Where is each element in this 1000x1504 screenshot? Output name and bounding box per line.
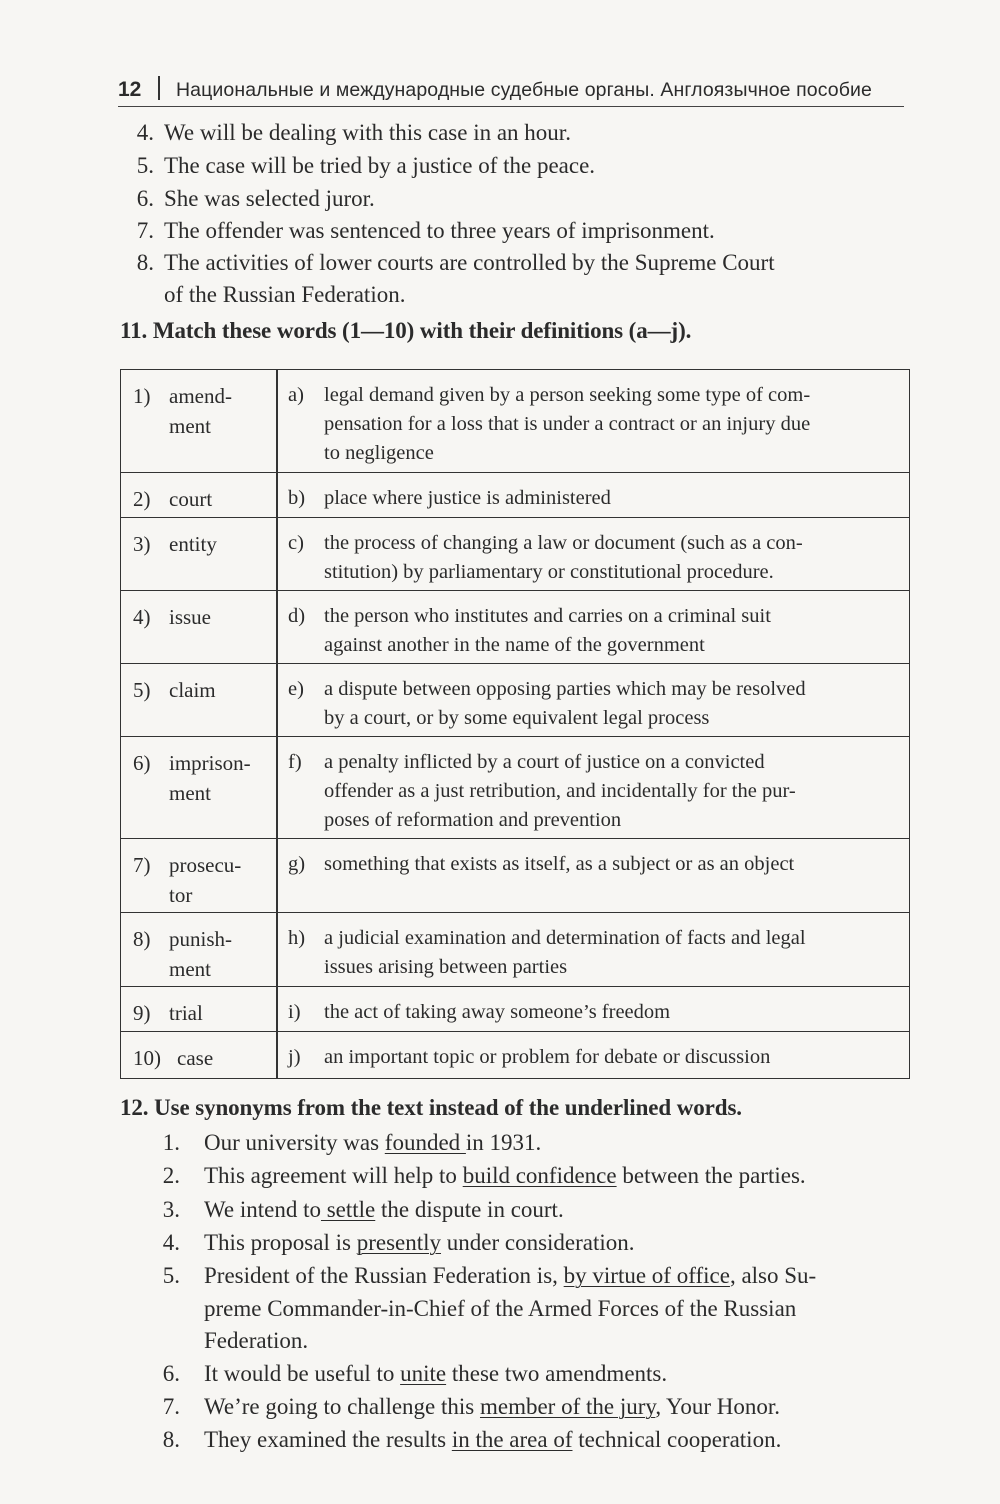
underlined-phrase: in the area of xyxy=(451,1427,573,1452)
list-item-text xyxy=(204,1424,914,1457)
term-word xyxy=(169,381,279,441)
list-item-number: 1. xyxy=(162,1130,180,1155)
definition-line: the person who institutes and carries on a criminal suit xyxy=(324,605,771,627)
definition-letter: h) xyxy=(288,927,306,949)
text-segment: We intend to xyxy=(204,1197,321,1222)
term-number: 5) xyxy=(133,678,151,702)
list-item-text xyxy=(164,247,908,311)
list-item-text xyxy=(164,150,908,182)
definition-line: a judicial examination and determination of facts and legal xyxy=(324,927,806,949)
term-word xyxy=(169,924,279,984)
text-segment: We’re going to challenge this xyxy=(204,1394,480,1419)
term-word xyxy=(169,850,279,910)
definition-text xyxy=(324,748,906,835)
table-row xyxy=(121,912,909,987)
definition-line: something that exists as itself, as a subject or as an object xyxy=(324,853,795,875)
term-word-line: imprison- xyxy=(169,751,251,775)
definition-line: pensation for a loss that is under a contract or an injury due xyxy=(324,413,811,435)
exercise-11-heading: 11. Match these words (1—10) with their definitions (a—j). xyxy=(120,318,692,343)
term-word-line: ment xyxy=(169,414,211,438)
term-word xyxy=(169,602,279,632)
definition-line: a dispute between opposing parties which may be resolved xyxy=(324,678,806,700)
term-number: 10) xyxy=(133,1046,161,1070)
underlined-phrase: member of the jury xyxy=(479,1394,656,1419)
term-number: 7) xyxy=(133,853,151,877)
list-item-number: 7. xyxy=(162,1394,180,1419)
table-row xyxy=(121,472,909,518)
list-item-text xyxy=(204,1160,914,1193)
text-segment: these two amendments. xyxy=(446,1361,668,1386)
term-number: 2) xyxy=(133,487,151,511)
table-row xyxy=(121,517,909,591)
term-word-line: prosecu- xyxy=(169,853,242,877)
text-segment: the dispute in court. xyxy=(375,1197,564,1222)
term-word-line: amend- xyxy=(169,384,232,408)
text-segment: under consideration. xyxy=(441,1230,635,1255)
list-item-text xyxy=(204,1127,914,1160)
definition-text xyxy=(324,998,906,1027)
list-item-line xyxy=(204,1160,914,1193)
text-segment: Federation. xyxy=(204,1328,309,1353)
term-word xyxy=(169,748,279,808)
definition-line: by a court, or by some equivalent legal process xyxy=(324,707,710,729)
table-row xyxy=(121,370,909,472)
text-segment: It would be useful to xyxy=(204,1361,401,1386)
list-item-number: 6. xyxy=(136,186,154,211)
list-item-line xyxy=(204,1293,914,1326)
list-item-line: The offender was sentenced to three years of imprisonment. xyxy=(164,218,715,243)
definition-letter: d) xyxy=(288,605,306,627)
term-number: 4) xyxy=(133,605,151,629)
list-item-line xyxy=(204,1260,914,1293)
definition-text xyxy=(324,850,906,879)
term-word-line: claim xyxy=(169,678,216,702)
definition-line: against another in the name of the government xyxy=(324,634,705,656)
term-number: 3) xyxy=(133,532,151,556)
definition-letter: e) xyxy=(288,678,304,700)
term-word-line: ment xyxy=(169,957,211,981)
term-word xyxy=(169,529,279,559)
list-item-text xyxy=(204,1358,914,1391)
exercise-12-heading: 12. Use synonyms from the text instead of the underlined words. xyxy=(120,1095,742,1120)
definition-letter: c) xyxy=(288,532,304,554)
list-item-number: 8. xyxy=(136,250,154,275)
term-word-line: issue xyxy=(169,605,211,629)
definition-text xyxy=(324,529,906,587)
list-item-number: 4. xyxy=(136,120,154,145)
list-item-text xyxy=(164,183,908,215)
underlined-phrase: founded xyxy=(384,1130,466,1155)
term-word xyxy=(177,1043,287,1073)
underlined-phrase: settle xyxy=(320,1197,376,1222)
text-segment: President of the Russian Federation is, xyxy=(204,1263,564,1288)
term-word xyxy=(169,484,279,514)
list-item-number: 3. xyxy=(162,1197,180,1222)
definition-line: an important topic or problem for debate or discussion xyxy=(324,1046,771,1068)
definition-text xyxy=(324,1043,906,1072)
running-title: Национальные и международные судебные органы. Англоязычное пособие xyxy=(176,79,872,101)
definition-letter: i) xyxy=(288,1001,301,1023)
table-row xyxy=(121,1031,909,1079)
term-number: 1) xyxy=(133,384,151,408)
definition-letter: g) xyxy=(288,853,306,875)
page-number: 12 xyxy=(118,78,142,101)
list-item-text xyxy=(204,1391,914,1424)
text-segment: in 1931. xyxy=(465,1130,542,1155)
list-item-line xyxy=(204,1358,914,1391)
list-item-number: 4. xyxy=(162,1230,180,1255)
list-item-line xyxy=(204,1127,914,1160)
list-item-line xyxy=(204,1325,914,1358)
term-number: 9) xyxy=(133,1001,151,1025)
list-item-line: The activities of lower courts are controlled by the Supreme Court xyxy=(164,250,775,275)
list-item-line xyxy=(204,1424,914,1457)
underlined-phrase: by virtue of office xyxy=(563,1263,730,1288)
list-item-line: of the Russian Federation. xyxy=(164,282,406,307)
list-item-line xyxy=(204,1194,914,1227)
definition-line: stitution) by parliamentary or constitutional procedure. xyxy=(324,561,774,583)
definition-letter: b) xyxy=(288,487,306,509)
text-segment: , Your Honor. xyxy=(655,1394,781,1419)
definition-line: a penalty inflicted by a court of justice on a convicted xyxy=(324,751,765,773)
text-segment: technical cooperation. xyxy=(572,1427,782,1452)
text-segment: Our university was xyxy=(204,1130,385,1155)
list-item-number: 5. xyxy=(136,153,154,178)
term-word xyxy=(169,675,279,705)
definition-text xyxy=(324,924,906,982)
underlined-phrase: presently xyxy=(356,1230,442,1255)
term-word-line: trial xyxy=(169,1001,203,1025)
list-item-number: 6. xyxy=(162,1361,180,1386)
underlined-phrase: build confidence xyxy=(462,1163,617,1188)
list-item-text xyxy=(164,117,908,149)
definition-text xyxy=(324,675,906,733)
definition-line: place where justice is administered xyxy=(324,487,611,509)
term-word-line: case xyxy=(177,1046,214,1070)
term-word-line: punish- xyxy=(169,927,232,951)
text-segment: They examined the results xyxy=(204,1427,452,1452)
page-header xyxy=(118,74,904,107)
table-row xyxy=(121,986,909,1032)
list-item-line xyxy=(204,1227,914,1260)
definition-line: to negligence xyxy=(324,442,434,464)
list-item-number: 2. xyxy=(162,1163,180,1188)
list-item-text xyxy=(164,215,908,247)
table-row xyxy=(121,838,909,913)
term-number: 6) xyxy=(133,751,151,775)
definition-text xyxy=(324,602,906,660)
list-item-line: She was selected juror. xyxy=(164,186,375,211)
table-row xyxy=(121,736,909,839)
list-item-text xyxy=(204,1194,914,1227)
table-row xyxy=(121,663,909,737)
list-item-number: 7. xyxy=(136,218,154,243)
term-number: 8) xyxy=(133,927,151,951)
definition-line: issues arising between parties xyxy=(324,956,568,978)
header-divider xyxy=(158,76,160,100)
term-word xyxy=(169,998,279,1028)
matching-table xyxy=(120,369,910,1079)
definition-text xyxy=(324,381,906,468)
definition-line: legal demand given by a person seeking some type of com- xyxy=(324,384,811,406)
list-item-text xyxy=(204,1260,914,1358)
text-segment: This proposal is xyxy=(204,1230,357,1255)
definition-text xyxy=(324,484,906,513)
definition-line: the process of changing a law or document (such as a con- xyxy=(324,532,803,554)
definition-letter: a) xyxy=(288,384,304,406)
table-row xyxy=(121,590,909,664)
underlined-phrase: unite xyxy=(400,1361,447,1386)
definition-letter: f) xyxy=(288,751,302,773)
list-item-text xyxy=(204,1227,914,1260)
text-segment: between the parties. xyxy=(616,1163,806,1188)
definition-line: offender as a just retribution, and incidentally for the pur- xyxy=(324,780,796,802)
text-segment: This agreement will help to xyxy=(204,1163,463,1188)
list-item-line xyxy=(204,1391,914,1424)
list-item-number: 5. xyxy=(162,1263,180,1288)
definition-letter: j) xyxy=(288,1046,301,1068)
term-word-line: court xyxy=(169,487,213,511)
list-item-number: 8. xyxy=(162,1427,180,1452)
term-word-line: tor xyxy=(169,883,193,907)
list-item-line: We will be dealing with this case in an hour. xyxy=(164,120,571,145)
definition-line: the act of taking away someone’s freedom xyxy=(324,1001,671,1023)
list-item-line: The case will be tried by a justice of the peace. xyxy=(164,153,596,178)
text-segment: preme Commander-in-Chief of the Armed Forces of the Russian xyxy=(204,1295,797,1321)
term-word-line: ment xyxy=(169,781,211,805)
text-segment: , also Su- xyxy=(729,1263,817,1288)
definition-line: poses of reformation and prevention xyxy=(324,809,622,831)
term-word-line: entity xyxy=(169,532,217,556)
